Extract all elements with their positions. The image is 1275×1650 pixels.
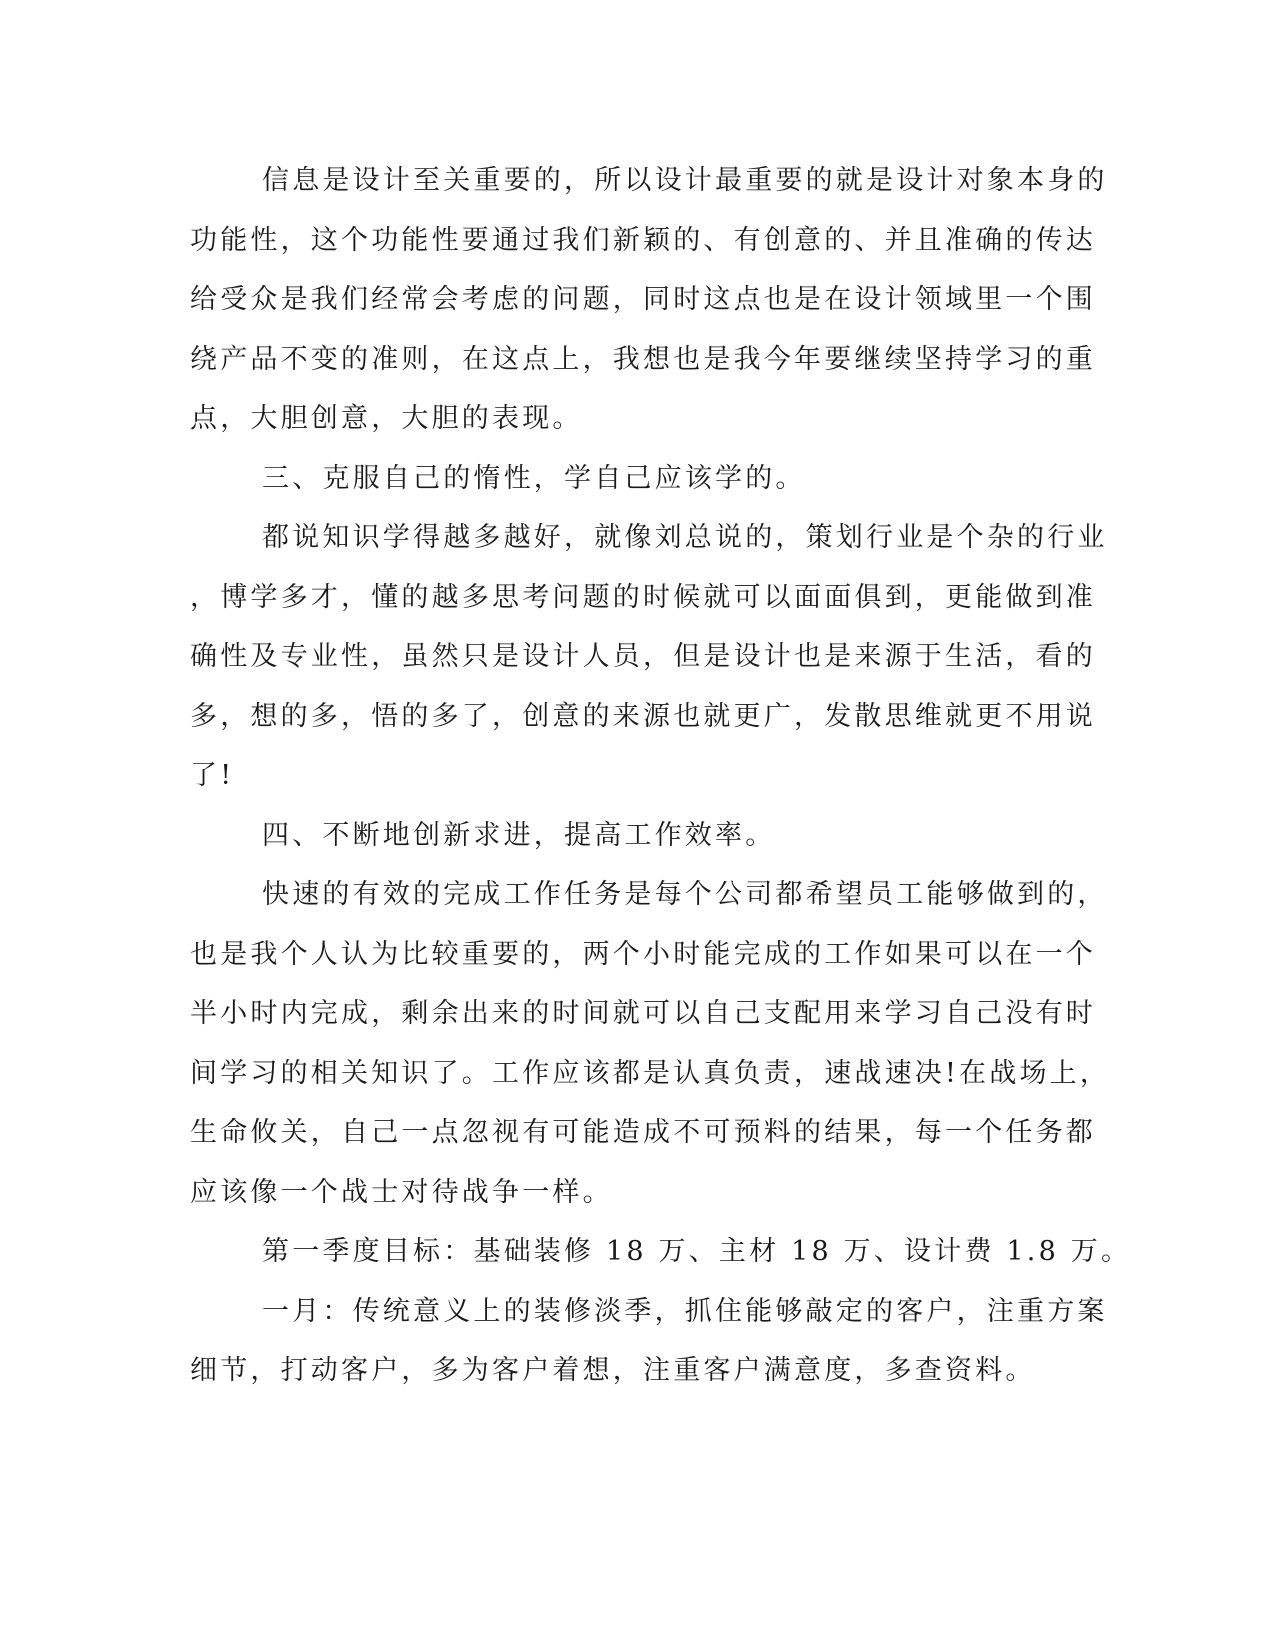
section-heading: 三、克服自己的惰性，学自己应该学的。 [262,463,806,494]
paragraph-line: 也是我个人认为比较重要的，两个小时能完成的工作如果可以在一个 [190,939,1096,970]
paragraph-line: ，博学多才，懂的越多思考问题的时候就可以面面俱到，更能做到准 [190,582,1096,613]
paragraph-line: 绕产品不变的准则，在这点上，我想也是我今年要继续坚持学习的重 [190,344,1096,375]
paragraph-line: 给受众是我们经常会考虑的问题，同时这点也是在设计领域里一个围 [190,284,1096,315]
paragraph-line: 了! [190,760,235,791]
paragraph-line: 确性及专业性，虽然只是设计人员，但是设计也是来源于生活，看的 [190,641,1096,672]
paragraph-line: 多，想的多，悟的多了，创意的来源也就更广，发散思维就更不用说 [190,701,1096,732]
paragraph-line: 间学习的相关知识了。工作应该都是认真负责，速战速决!在战场上， [190,1058,1111,1089]
paragraph-line: 应该像一个战士对待战争一样。 [190,1177,613,1208]
paragraph-line: 半小时内完成，剩余出来的时间就可以自己支配用来学习自己没有时 [190,998,1096,1029]
paragraph-line: 一月：传统意义上的装修淡季，抓住能够敲定的客户，注重方案 [262,1296,1108,1327]
section-heading: 四、不断地创新求进，提高工作效率。 [262,820,776,851]
paragraph-line: 细节，打动客户，多为客户着想，注重客户满意度，多查资料。 [190,1355,1036,1386]
paragraph-line: 生命攸关，自己一点忽视有可能造成不可预料的结果，每一个任务都 [190,1117,1096,1148]
paragraph-line: 都说知识学得越多越好，就像刘总说的，策划行业是个杂的行业 [262,522,1108,553]
paragraph-line: 点，大胆创意，大胆的表现。 [190,403,583,434]
paragraph-line: 快速的有效的完成工作任务是每个公司都希望员工能够做到的， [262,879,1108,910]
quarter-goal-line: 第一季度目标：基础装修 18 万、主材 18 万、设计费 1.8 万。 [262,1236,1132,1267]
paragraph-line: 信息是设计至关重要的，所以设计最重要的就是设计对象本身的 [262,165,1108,196]
paragraph-line: 功能性，这个功能性要通过我们新颖的、有创意的、并且准确的传达 [190,225,1096,256]
